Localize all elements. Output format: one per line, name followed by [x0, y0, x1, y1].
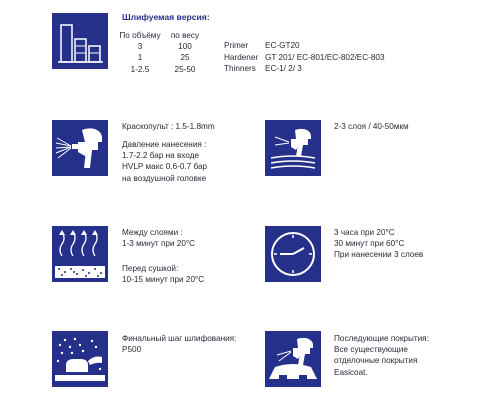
final-sanding [122, 333, 236, 355]
flash-between-value: 1-3 минут при 20°C [122, 239, 196, 249]
mix-product-values [265, 40, 385, 75]
spray-coats-icon [265, 120, 321, 176]
final-sanding-label: Финальный шаг шлифования: [122, 334, 237, 343]
mix-volume-value: 3 [137, 42, 143, 52]
primer-label: Primer [224, 41, 249, 50]
mix-volume-value: 1 [137, 53, 143, 63]
drying-line: При нанесении 3 слоев [334, 250, 424, 260]
final-sanding-grit: P500 [122, 345, 142, 355]
topcoat-line: отделочные покрытия [334, 356, 418, 366]
drying-line: 3 часа при 20°C [334, 228, 395, 237]
mix-title: Шлифуемая версия: [122, 12, 210, 22]
mix-volume-header: По объёму [119, 31, 161, 40]
flash-before-label: Перед сушкой: [122, 264, 179, 273]
mix-volume-value: 1-2.5 [130, 64, 150, 74]
mixing-ratio-icon [52, 13, 108, 69]
clock-icon [265, 226, 321, 282]
spray-gun-icon [52, 120, 108, 176]
topcoat-spray-icon [265, 331, 321, 387]
application-pressure [122, 139, 207, 184]
pressure-line: Давление нанесения : [122, 140, 207, 149]
flash-before-value: 10-15 минут при 20°C [122, 275, 205, 285]
topcoat-line: Easicoat. [334, 367, 368, 377]
mix-weight-value: 100 [178, 42, 192, 52]
primer-value: EC-GT20 [265, 41, 300, 50]
flash-between-label: Между слоями : [122, 228, 183, 237]
mix-weight-header: по весу [170, 31, 200, 40]
thinners-value: EC-1/ 2/ 3 [265, 64, 302, 74]
thinners-label: Thinners [224, 64, 256, 74]
hardener-value: GT 201/ EC-801/EC-802/EC-803 [265, 52, 385, 62]
mix-weight-column [155, 30, 215, 75]
pressure-line: HVLP макс 0.6-0.7 бар [122, 162, 208, 172]
mix-weight-value: 25-50 [174, 64, 196, 74]
pressure-line: на воздушной головке [122, 173, 207, 183]
flash-between-coats [122, 227, 195, 249]
topcoat-line: Последующие покрытия: [334, 334, 429, 343]
drying-line: 30 минут при 60°C [334, 239, 405, 249]
sanding-icon [52, 331, 108, 387]
hardener-label: Hardener [224, 52, 259, 62]
flash-before-drying [122, 263, 204, 285]
drying-times [334, 227, 423, 261]
mix-product-labels [224, 40, 258, 75]
topcoat-line: Все существующие [334, 345, 408, 355]
nozzle-size: Краскопульт : 1.5-1.8mm [122, 122, 215, 131]
mix-weight-value: 25 [180, 53, 190, 63]
flash-off-icon [52, 226, 108, 282]
pressure-line: 1.7-2.2 бар на входе [122, 151, 200, 161]
subsequent-topcoats [334, 333, 429, 378]
coats-thickness: 2-3 слоя / 40-50мкм [334, 122, 409, 131]
